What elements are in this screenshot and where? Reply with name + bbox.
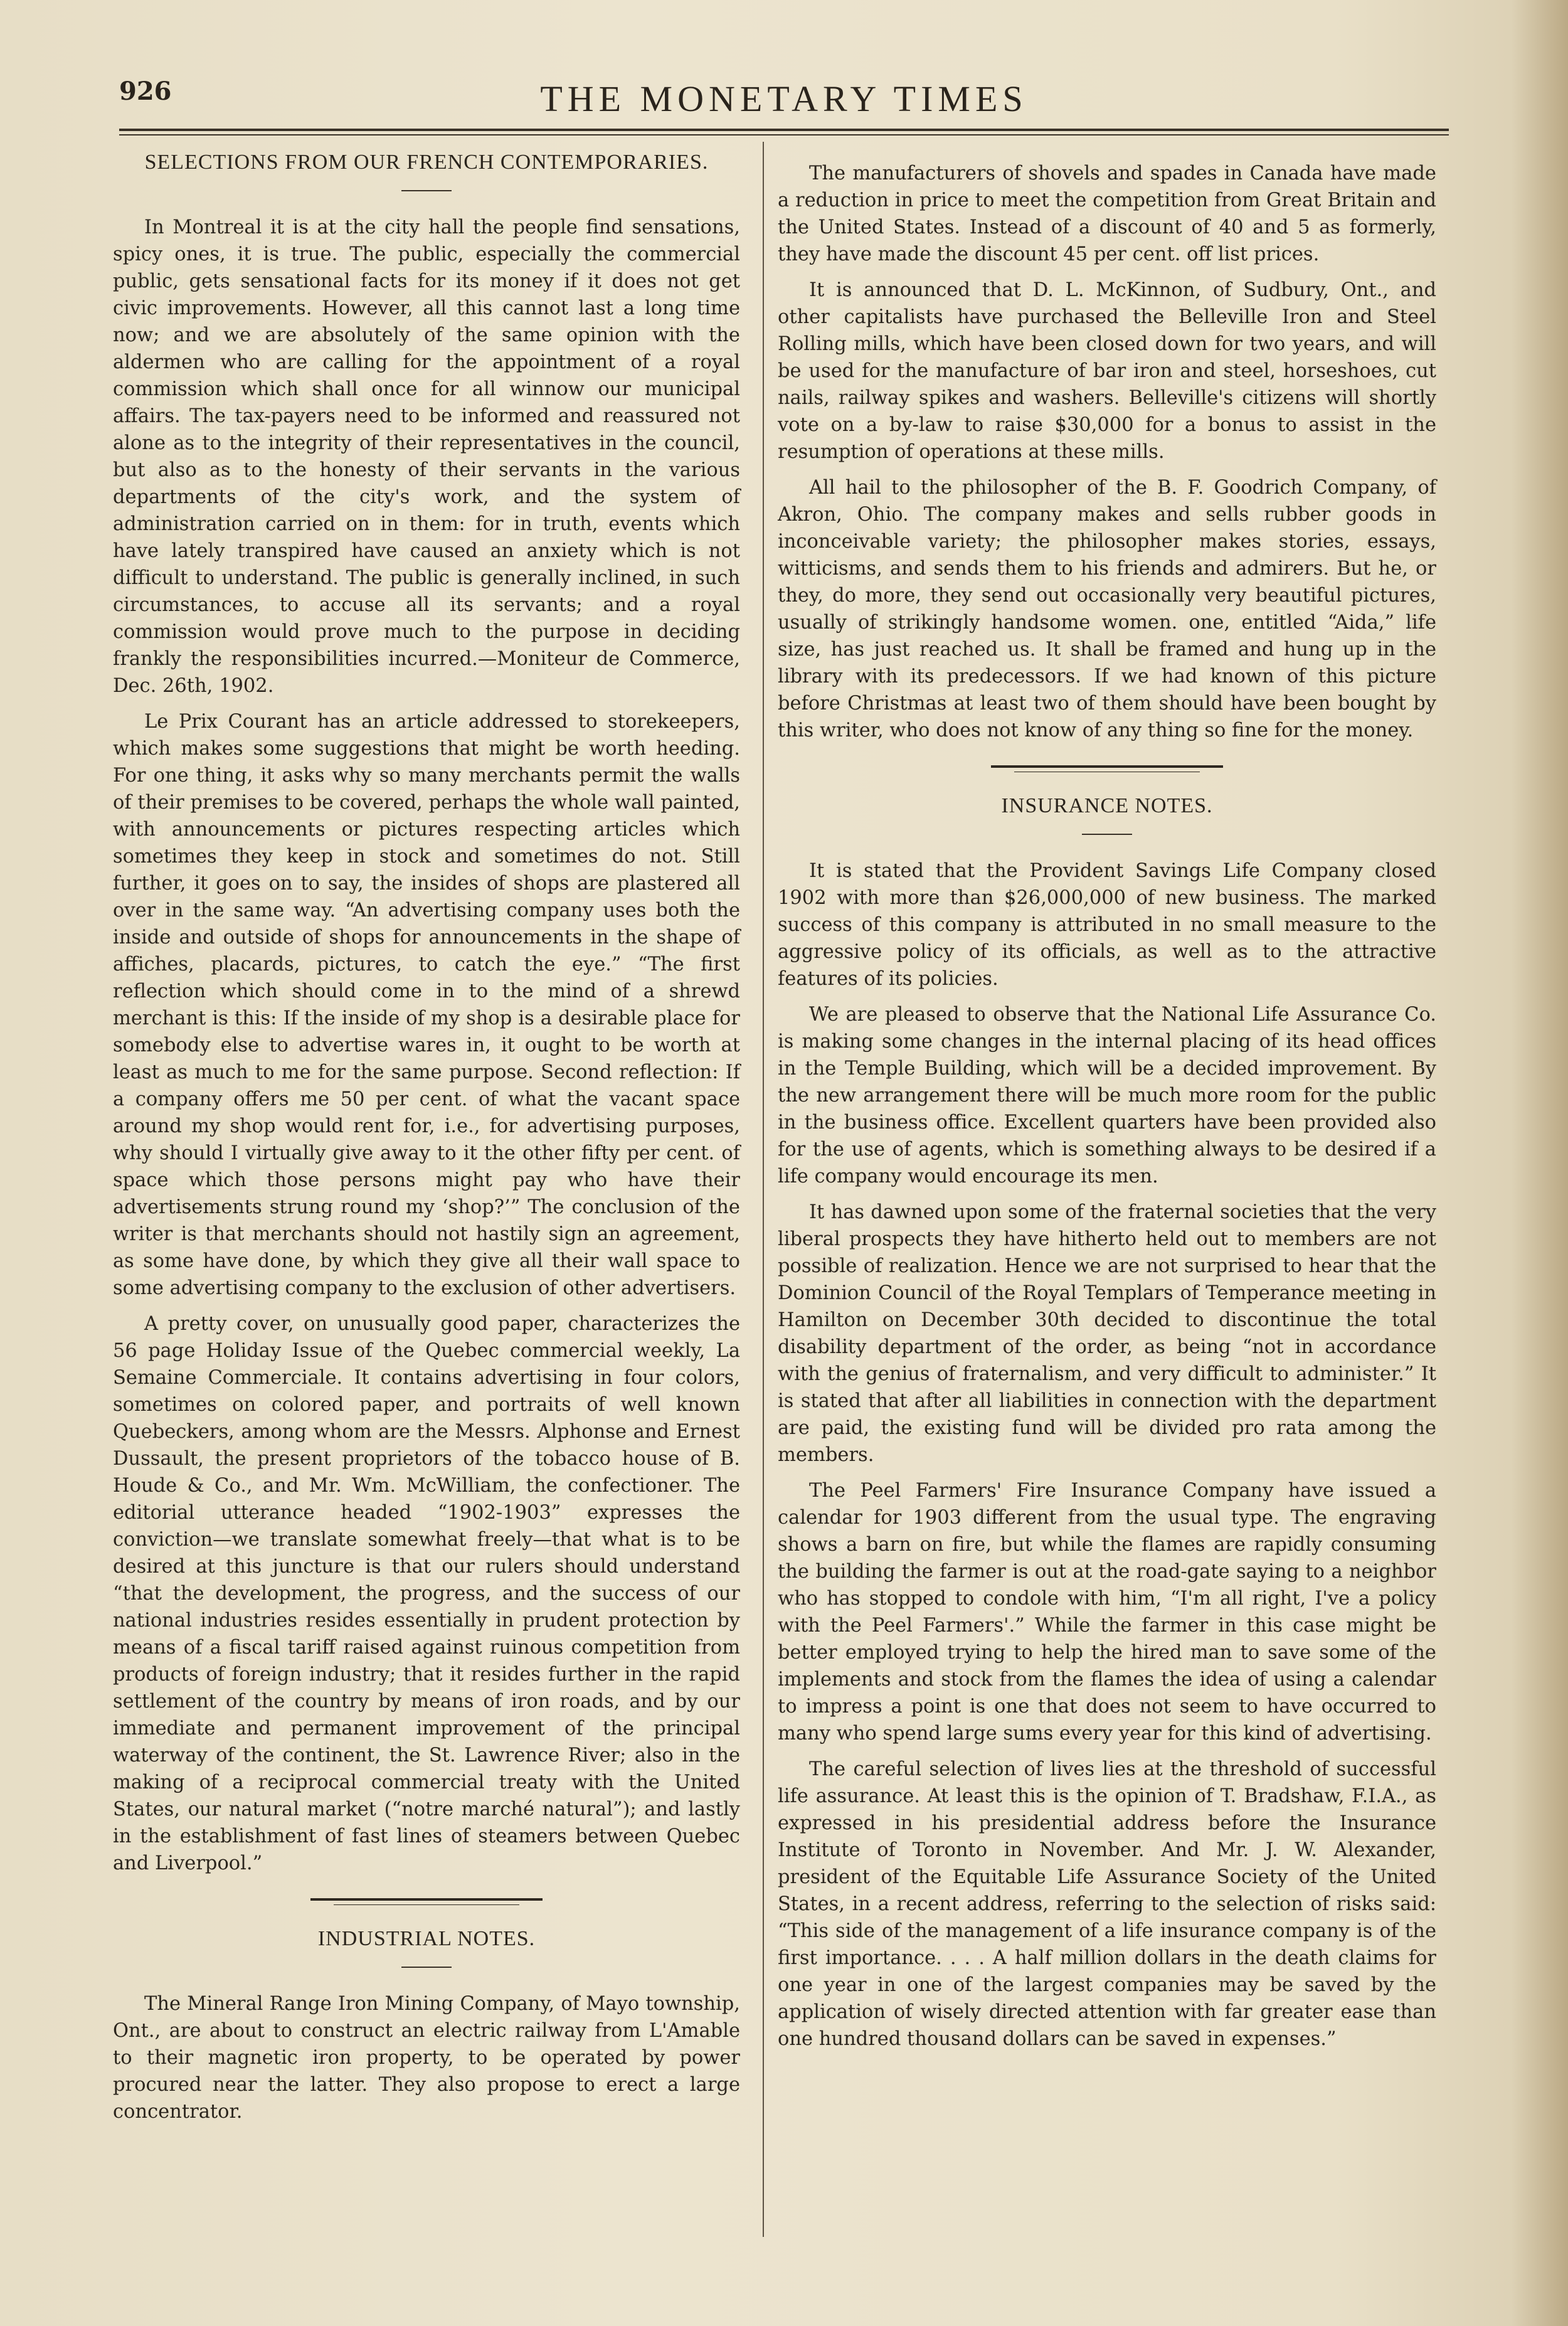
- title-underline: [1082, 834, 1132, 835]
- article-paragraph: We are pleased to observe that the National Life Assurance Co. is making some changes in the internal placing of its head offices in the Temple Building, which will be a decided improvement. By the new arrangement there will be much more room for the public in the business office. Excellent quarters have been provided also for the use of agents, which is something always to be desired if a life company would encourage its men.: [778, 1004, 1436, 1187]
- article-paragraph: The careful selection of lives lies at the threshold of successful life assurance. At least this is the opinion of T. Bradshaw, F.I.A., as expressed in his presidential address before the Insurance Institute of Toronto in November. And Mr. J. W. Alexander, president of the Equitable Life Assurance Society of the United States, in a recent address, referring to the selection of risks said: “This side of the management of a life insurance company is of the first importance. . . . A half million dollars in the death claims for one year in one of the largest companies may be saved by the application of wisely directed attention with far greater ease than one hundred thousand dollars can be saved in expenses.”: [778, 1758, 1436, 2050]
- article-paragraph: The Mineral Range Iron Mining Company, of Mayo township, Ont., are about to construct an electric railway from L'Amable to their magnetic iron property, to be operated by power procured near the latter. They also propose to erect a large concentrator.: [113, 1993, 740, 2123]
- article-paragraph: It has dawned upon some of the fraternal societies that the very liberal prospects they have hitherto held out to members are not possible of realization. Hence we are not surprised to hear that the Dominion Council of the Royal Templars of Temperance meeting in Hamilton on December 30th decided to discontinue the total disability department of the order, as being “not in accordance with the genius of fraternalism, and very difficult to administer.” It is stated that after all liabilities in connection with the department are paid, the existing fund will be divided pro rata among the members.: [778, 1201, 1436, 1466]
- article-paragraph: In Montreal it is at the city hall the people find sensations, spicy ones, it is true. The public, especially the commercial public, gets sensational facts for its money if it does not get civic improvements. However, all this cannot last a long time now; and we are absolutely of the same opinion with the aldermen who are calling for the appointment of a royal commission which shall once for all winnow our municipal affairs. The tax-payers need to be informed and reassured not alone as to the integrity of their representatives in the council, but also as to the honesty of their servants in the various departments of the city's work, and the system of administration carried on in them: for in truth, events which have lately transpired have caused an anxiety which is not difficult to understand. The public is generally inclined, in such circumstances, to accuse all its servants; and a royal commission would prove much to the purpose in deciding frankly the responsibilities incurred.—Moniteur de Commerce, Dec. 26th, 1902.: [113, 216, 740, 697]
- title-underline: [401, 1967, 452, 1968]
- article-paragraph: It is announced that D. L. McKinnon, of Sudbury, Ont., and other capitalists have purchased the Belleville Iron and Steel Rolling mills, which have been closed down for two years, and will be used for the manufacture of bar iron and steel, horseshoes, cut nails, railway spikes and washers. Belleville's citizens will shortly vote on a by-law to raise $30,000 for a bonus to assist in the resumption of operations at these mills.: [778, 279, 1436, 463]
- section-separator: [991, 765, 1223, 772]
- article-paragraph: The manufacturers of shovels and spades in Canada have made a reduction in price to meet the competition from Great Britain and the United States. Instead of a discount of 40 and 5 as formerly, they have made the discount 45 per cent. off list prices.: [778, 162, 1436, 265]
- column-divider: [763, 142, 764, 2237]
- article-paragraph: All hail to the philosopher of the B. F. Goodrich Company, of Akron, Ohio. The company makes and sells rubber goods in inconceivable variety; the philosopher makes stories, essays, witticisms, and sends them to his friends and admirers. But he, or they, do more, they send out occasionally very beautiful pictures, usually of strikingly handsome women. one, entitled “Aida,” life size, has just reached us. It shall be framed and hung up in the library with its predecessors. If we had known of this picture before Christmas at least two of them should have been bought by this writer, who does not know of any thing so fine for the money.: [778, 477, 1436, 741]
- page-binding-shadow: [1512, 0, 1568, 2326]
- title-underline: [401, 190, 452, 191]
- page-number: 926: [119, 77, 172, 106]
- article-paragraph: It is stated that the Provident Savings Life Company closed 1902 with more than $26,000,000 of new business. The marked success of this company is attributed in no small measure to the aggressive policy of its officials, as well as to the attractive features of its policies.: [778, 860, 1436, 990]
- masthead-title: THE MONETARY TIMES: [540, 78, 1028, 119]
- article-paragraph: A pretty cover, on unusually good paper, characterizes the 56 page Holiday Issue of the Quebec commercial weekly, La Semaine Commerciale. It contains advertising in four colors, sometimes on colored paper, and portraits of well known Quebeckers, among whom are the Messrs. Alphonse and Ernest Dussault, the present proprietors of the tobacco house of B. Houde & Co., and Mr. Wm. McWilliam, the confectioner. The editorial utterance headed “1902-1903” expresses the conviction—we translate somewhat freely—that what is to be desired at this juncture is that our rulers should understand “that the development, the progress, and the success of our national industries resides essentially in prudent protection by means of a fiscal tariff raised against ruinous competition from products of foreign industry; that it resides further in the rapid settlement of the country by means of iron roads, and by our immediate and permanent improvement of the principal waterway of the continent, the St. Lawrence River; also in the making of a reciprocal commercial treaty with the United States, our natural market (“notre marché natural”); and lastly in the establishment of fast lines of steamers between Quebec and Liverpool.”: [113, 1313, 740, 1874]
- section-separator: [310, 1898, 543, 1905]
- left-column: [113, 147, 740, 2134]
- right-column: [778, 147, 1436, 2061]
- section-title-industrial-notes: INDUSTRIAL NOTES.: [317, 1927, 536, 1950]
- page-header: [119, 70, 1449, 127]
- article-paragraph: Le Prix Courant has an article addressed to storekeepers, which makes some suggestions that might be worth heeding. For one thing, it asks why so many merchants permit the walls of their premises to be covered, perhaps the whole wall painted, with announcements or pictures respecting articles which sometimes they keep in stock and sometimes do not. Still further, it goes on to say, the insides of shops are plastered all over in the same way. “An advertising company uses both the inside and outside of shops for announcements in the shape of affiches, placards, pictures, to catch the eye.” “The first reflection which should come in to the mind of a shrewd merchant is this: If the inside of my shop is a desirable place for somebody else to advertise wares in, it ought to be worth at least as much to me for the same purpose. Second reflection: If a company offers me 50 per cent. of what the vacant space around my shop would rent for, i.e., for advertising purposes, why should I virtually give away to it the other fifty per cent. of space which those persons might pay who have their advertisements strung round my ‘shop?’” The conclusion of the writer is that merchants should not hastily sign an agreement, as some have done, by which they give all their wall space to some advertising company to the exclusion of other advertisers.: [113, 711, 740, 1299]
- article-paragraph: The Peel Farmers' Fire Insurance Company have issued a calendar for 1903 different from the usual type. The engraving shows a barn on fire, but while the flames are rapidly consuming the building the farmer is out at the road-gate saying to a neighbor who has stopped to condole with him, “I'm all right, I've a policy with the Peel Farmers'.” While the farmer in this case might be better employed trying to help the hired man to save some of the implements and stock from the flames the idea of using a calendar to impress a point is one that does not seem to have occurred to many who spend large sums every year for this kind of advertising.: [778, 1480, 1436, 1744]
- header-rule: [119, 129, 1449, 131]
- section-title-french-contemporaries: SELECTIONS FROM OUR FRENCH CONTEMPORARIES.: [144, 151, 709, 174]
- section-title-insurance-notes: INSURANCE NOTES.: [1001, 794, 1213, 817]
- header-rule-thin: [119, 134, 1449, 135]
